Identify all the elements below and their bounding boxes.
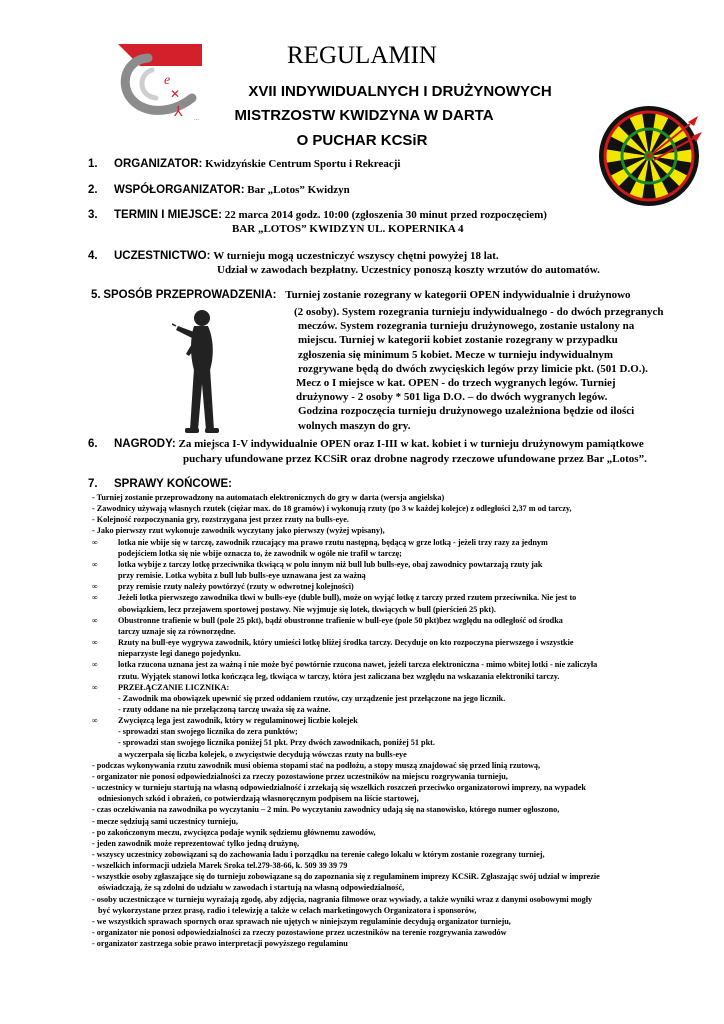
section-label: ORGANIZATOR: (114, 158, 203, 170)
rule-item: - sprowadzi stan swojego licznika do zera punktów; (118, 727, 298, 737)
section-method-text (286, 305, 664, 433)
rule-item: - wszyscy uczestnicy zobowiązani są do zachowania ładu i porządku na terenie całego lokalu w którym zostanie rozegrany turniej, (92, 850, 545, 859)
rule-item: - Zawodnik ma obowiązek upewnić się przed oddaniem rzutów, czy urządzenie jest przełączone na jego licznik. (118, 693, 506, 703)
text-line: meczów. System rozegrania turnieju drużynowego, zostanie ustalony na (298, 320, 635, 333)
text-line: drużynowy - 2 osoby * 501 liga D.O. – do dwóch wygranych legów. (296, 391, 608, 404)
rule-item: - organizator zastrzega sobie prawo interpretacji powyższego regulaminu (92, 939, 348, 949)
bullet-rule-item: ∞ lotka wybije z tarczy lotkę przeciwnika tkwiącą w polu innym niż bull lub bulls-eye, obaj zawodnicy powtarzają rzuty jak (92, 559, 712, 570)
svg-text:...: ... (194, 116, 200, 122)
section-date-place (88, 209, 547, 221)
section-value: Kwidzyńskie Centrum Sportu i Rekreacji (205, 158, 401, 170)
rule-item: obowiązkiem, lecz przejawem sportowej postawy. Nie wyjmuje się lotek, tkwiących w bull (pierścień 25 pkt). (118, 604, 496, 614)
text-line: Mecz o I miejsce w kat. OPEN - do trzech wygranych legów. Turniej (296, 377, 616, 390)
rule-item: rzutu. Wyjątek stanowi lotka kończąca leg, tkwiąca w tarczy, która jest zaliczana bez względu na wskazania elektroniki tarczy. (118, 671, 560, 681)
rule-item: przy remisie. Lotka wybita z bull lub bulls-eye uznawana jest za ważną (118, 571, 366, 581)
rule-item: - uczestnicy w turnieju startują na własną odpowiedzialność i zrzekają się wszelkich roszczeń przeciwko organizatorowi imprezy, na wypadek (92, 783, 586, 793)
section-value: Turniej zostanie rozegrany w kategorii OPEN indywidualnie i drużynowo (285, 289, 631, 301)
rule-item: - po zakończonym meczu, zwycięzca podaje wynik sędziemu głównemu zawodów, (92, 827, 376, 837)
rule-item: - osoby uczestniczące w turnieju wyrażają zgodę, aby zdjęcia, nagrania filmowe oraz wywiady, a także wyniki wraz z danymi osobowymi mogły (92, 894, 593, 904)
title-line-3: O PUCHAR KCSiR (296, 132, 428, 149)
section-prizes (88, 438, 644, 450)
rule-item: - Zawodnicy używają własnych rzutek (ciężar max. do 18 gramów) i wykonują rzuty (po 3 w każdej kolejce) z odległości 2,37 m od tarczy, (92, 504, 572, 514)
rule-item: oświadczają, że są zdolni do udziału w zawodach i startują na własną odpowiedzialność, (98, 883, 405, 893)
rules-list (92, 492, 712, 949)
bullet-rule-item: ∞ Jeżeli lotka pierwszego zawodnika tkwi w bulls-eye (duble bull), może on wyjąć lotkę z tarczy przed rzutem przeciwnika. Nie jest to (92, 592, 712, 603)
section-value-2: BAR „LOTOS” KWIDZYN UL. KOPERNIKA 4 (232, 223, 464, 235)
section-number: 1. (88, 158, 98, 170)
text-line: miejscu. Turniej w kategorii kobiet zostanie rozegrany w przypadku (298, 334, 618, 347)
section-number: 6. (88, 438, 98, 450)
section-participation (88, 250, 499, 262)
section-co-organizer (88, 184, 350, 196)
text-line: (2 osoby). System rozegrania turnieju indywidualnego - do dwóch przegranych (294, 306, 664, 318)
bullet-rule-item: ∞ Obustronne trafienie w bull (pole 25 pkt), bądź obustronne trafienie w bull-eye (pole 50 pkt)bez względu na odległość od środka (92, 615, 712, 626)
rule-item: - Turniej zostanie przeprowadzony na automatach elektronicznych do gry w darta (wersja angielska) (92, 493, 445, 502)
section-method (91, 289, 631, 301)
rule-item: - Jako pierwszy rzut wykonuje zawodnik wyczytany jako pierwszy (wyżej wpisany), (92, 526, 385, 536)
rule-item: nieparzyste legi danego pojedynku. (118, 649, 241, 659)
bullet-rule-item: ∞ przy remisie rzuty należy powtórzyć (rzuty w odwrotnej kolejności) (92, 581, 712, 592)
section-value: Za miejsca I-V indywidualnie OPEN oraz I-III w kat. kobiet i w turnieju drużynowym pamiątkowe (178, 438, 644, 450)
rule-item: być wykorzystane przez prasę, radio i telewizję a także w celach marketingowych Organizatora i sponsorów, (98, 905, 477, 915)
section-value-2: Udział w zawodach bezpłatny. Uczestnicy ponoszą koszty wrzutów do automatów. (217, 264, 600, 276)
section-number: 5. (91, 289, 101, 301)
svg-text:⅄: ⅄ (174, 105, 183, 120)
section-value: W turnieju mogą uczestniczyć wszyscy chętni powyżej 18 lat. (213, 250, 499, 262)
section-organizer (88, 158, 400, 170)
section-label: TERMIN I MIEJSCE: (114, 209, 222, 221)
section-label: SPRAWY KOŃCOWE: (114, 478, 232, 490)
bullet-rule-item: ∞ lotka rzucona uznana jest za ważną i nie może być powtórnie rzucona nawet, jeżeli tarcza elektroniczna - mimo wbitej lotki - nie zaliczyła (92, 659, 712, 670)
section-label: NAGRODY: (114, 438, 176, 450)
page-title: REGULAMIN (287, 42, 437, 69)
rule-item: - rzuty oddane na nie przełączoną tarczę uważa się za ważne. (118, 704, 331, 714)
rule-item: - czas oczekiwania na zawodnika po wyczytaniu – 2 min. Po wyczytaniu zawodnicy udają się na stanowisko, którego numer ogłoszono, (92, 805, 560, 815)
section-label: UCZESTNICTWO: (114, 250, 211, 262)
section-final-matters (88, 478, 232, 490)
section-number: 2. (88, 184, 98, 196)
rule-item: - podczas wykonywania rzutu zawodnik musi obiema stopami stać na podłożu, a stopy muszą znajdować się przed linią rzutową, (92, 760, 541, 770)
text-line: Godzina rozpoczęcia turnieju drużynowego uzależniona będzie od ilości (298, 405, 635, 418)
rule-item: odniesionych szkód i obrażeń, co potwierdzają własnoręcznym podpisem na liście startowej, (98, 794, 419, 804)
rule-item: - wszelkich informacji udziela Marek Sroka tel.279-38-66, k. 509 39 39 79 (92, 861, 348, 871)
text-line: rozgrywane będą do dwóch zwycięskich legów przy limicie pkt. (501 D.O.). (298, 362, 648, 375)
section-value: 22 marca 2014 godz. 10:00 (zgłoszenia 30 minut przed rozpoczęciem) (224, 209, 547, 221)
section-value-2: puchary ufundowane przez KCSiR oraz drobne nagrody rzeczowe ufundowane przez Bar „Lotos”. (183, 453, 647, 465)
rule-item: - organizator nie ponosi odpowiedzialności za rzeczy pozostawione przez uczestników na terenie rozgrywania zawodów (92, 928, 507, 938)
bullet-rule-item: ∞ Zwycięzcą lega jest zawodnik, który w regulaminowej liczbie kolejek (92, 715, 712, 726)
text-line: wolnych maszyn do gry. (298, 419, 411, 432)
dart-player-icon (172, 304, 232, 436)
dartboard-icon (594, 104, 704, 208)
title-line-1: XVII INDYWIDUALNYCH I DRUŻYNOWYCH (248, 83, 552, 100)
section-label: WSPÓŁORGANIZATOR: (114, 184, 245, 196)
rule-item: - organizator nie ponosi odpowiedzialności za rzeczy pozostawione przez uczestników na miejscu rozgrywania turnieju, (92, 771, 508, 781)
rule-item: - Kolejność rozpoczynania gry, rozstrzygana jest przez rzuty na bulls-eye. (92, 515, 349, 525)
rule-item: - we wszystkich sprawach spornych oraz sprawach nie ujętych w niniejszym regulaminie decydują organizator turnieju, (92, 916, 511, 926)
rule-item: a wyczerpała się liczba kolejek, o zwycięstwie decydują wówczas rzuty na bulls-eye (118, 749, 407, 759)
section-label: SPOSÓB PRZEPROWADZENIA: (103, 289, 277, 301)
rule-item: - sprowadzi stan swojego licznika poniżej 51 pkt. Przy dwóch zawodnikach, poniżej 51 pkt. (118, 738, 435, 748)
bullet-rule-item: ∞ lotka nie wbije się w tarczę, zawodnik rzucający ma prawo rzutu następną, będącą w grze lotką - jeżeli trzy razy za jednym (92, 537, 712, 548)
rule-item: podejściem lotka się nie wbije oznacza to, że zawodnik w ogóle nie trafił w tarczę; (118, 548, 402, 558)
bullet-rule-item: ∞ PRZEŁĄCZANIE LICZNIKA: (92, 682, 712, 693)
rule-item: tarczy uznaje się za równorzędne. (118, 626, 236, 636)
rule-item: - mecze sędziują sami uczestnicy turnieju, (92, 816, 238, 826)
svg-text:e: e (164, 73, 171, 88)
bullet-rule-item: ∞ Rzuty na bull-eye wygrywa zawodnik, który umieści lotkę bliżej środka tarczy. Decyduje on kto rozpoczyna pierwszego i wszystkie (92, 637, 712, 648)
section-number: 7. (88, 478, 98, 490)
section-number: 3. (88, 209, 98, 221)
svg-text:✕: ✕ (170, 87, 181, 101)
text-line: zgłoszenia się minimum 5 kobiet. Mecze w turnieju indywidualnym (298, 348, 614, 361)
rule-item: - jeden zawodnik może reprezentować tylko jedną drużynę, (92, 838, 300, 848)
section-number: 4. (88, 250, 98, 262)
title-line-2: MISTRZOSTW KWIDZYNA W DARTA (234, 107, 494, 124)
section-value: Bar „Lotos” Kwidzyn (247, 184, 350, 196)
rule-item: - wszystkie osoby zgłaszające się do turnieju zobowiązane są do zapoznania się z regulaminem imprezy KCSiR. Zgłaszając swój udział w imprezie (92, 872, 600, 882)
